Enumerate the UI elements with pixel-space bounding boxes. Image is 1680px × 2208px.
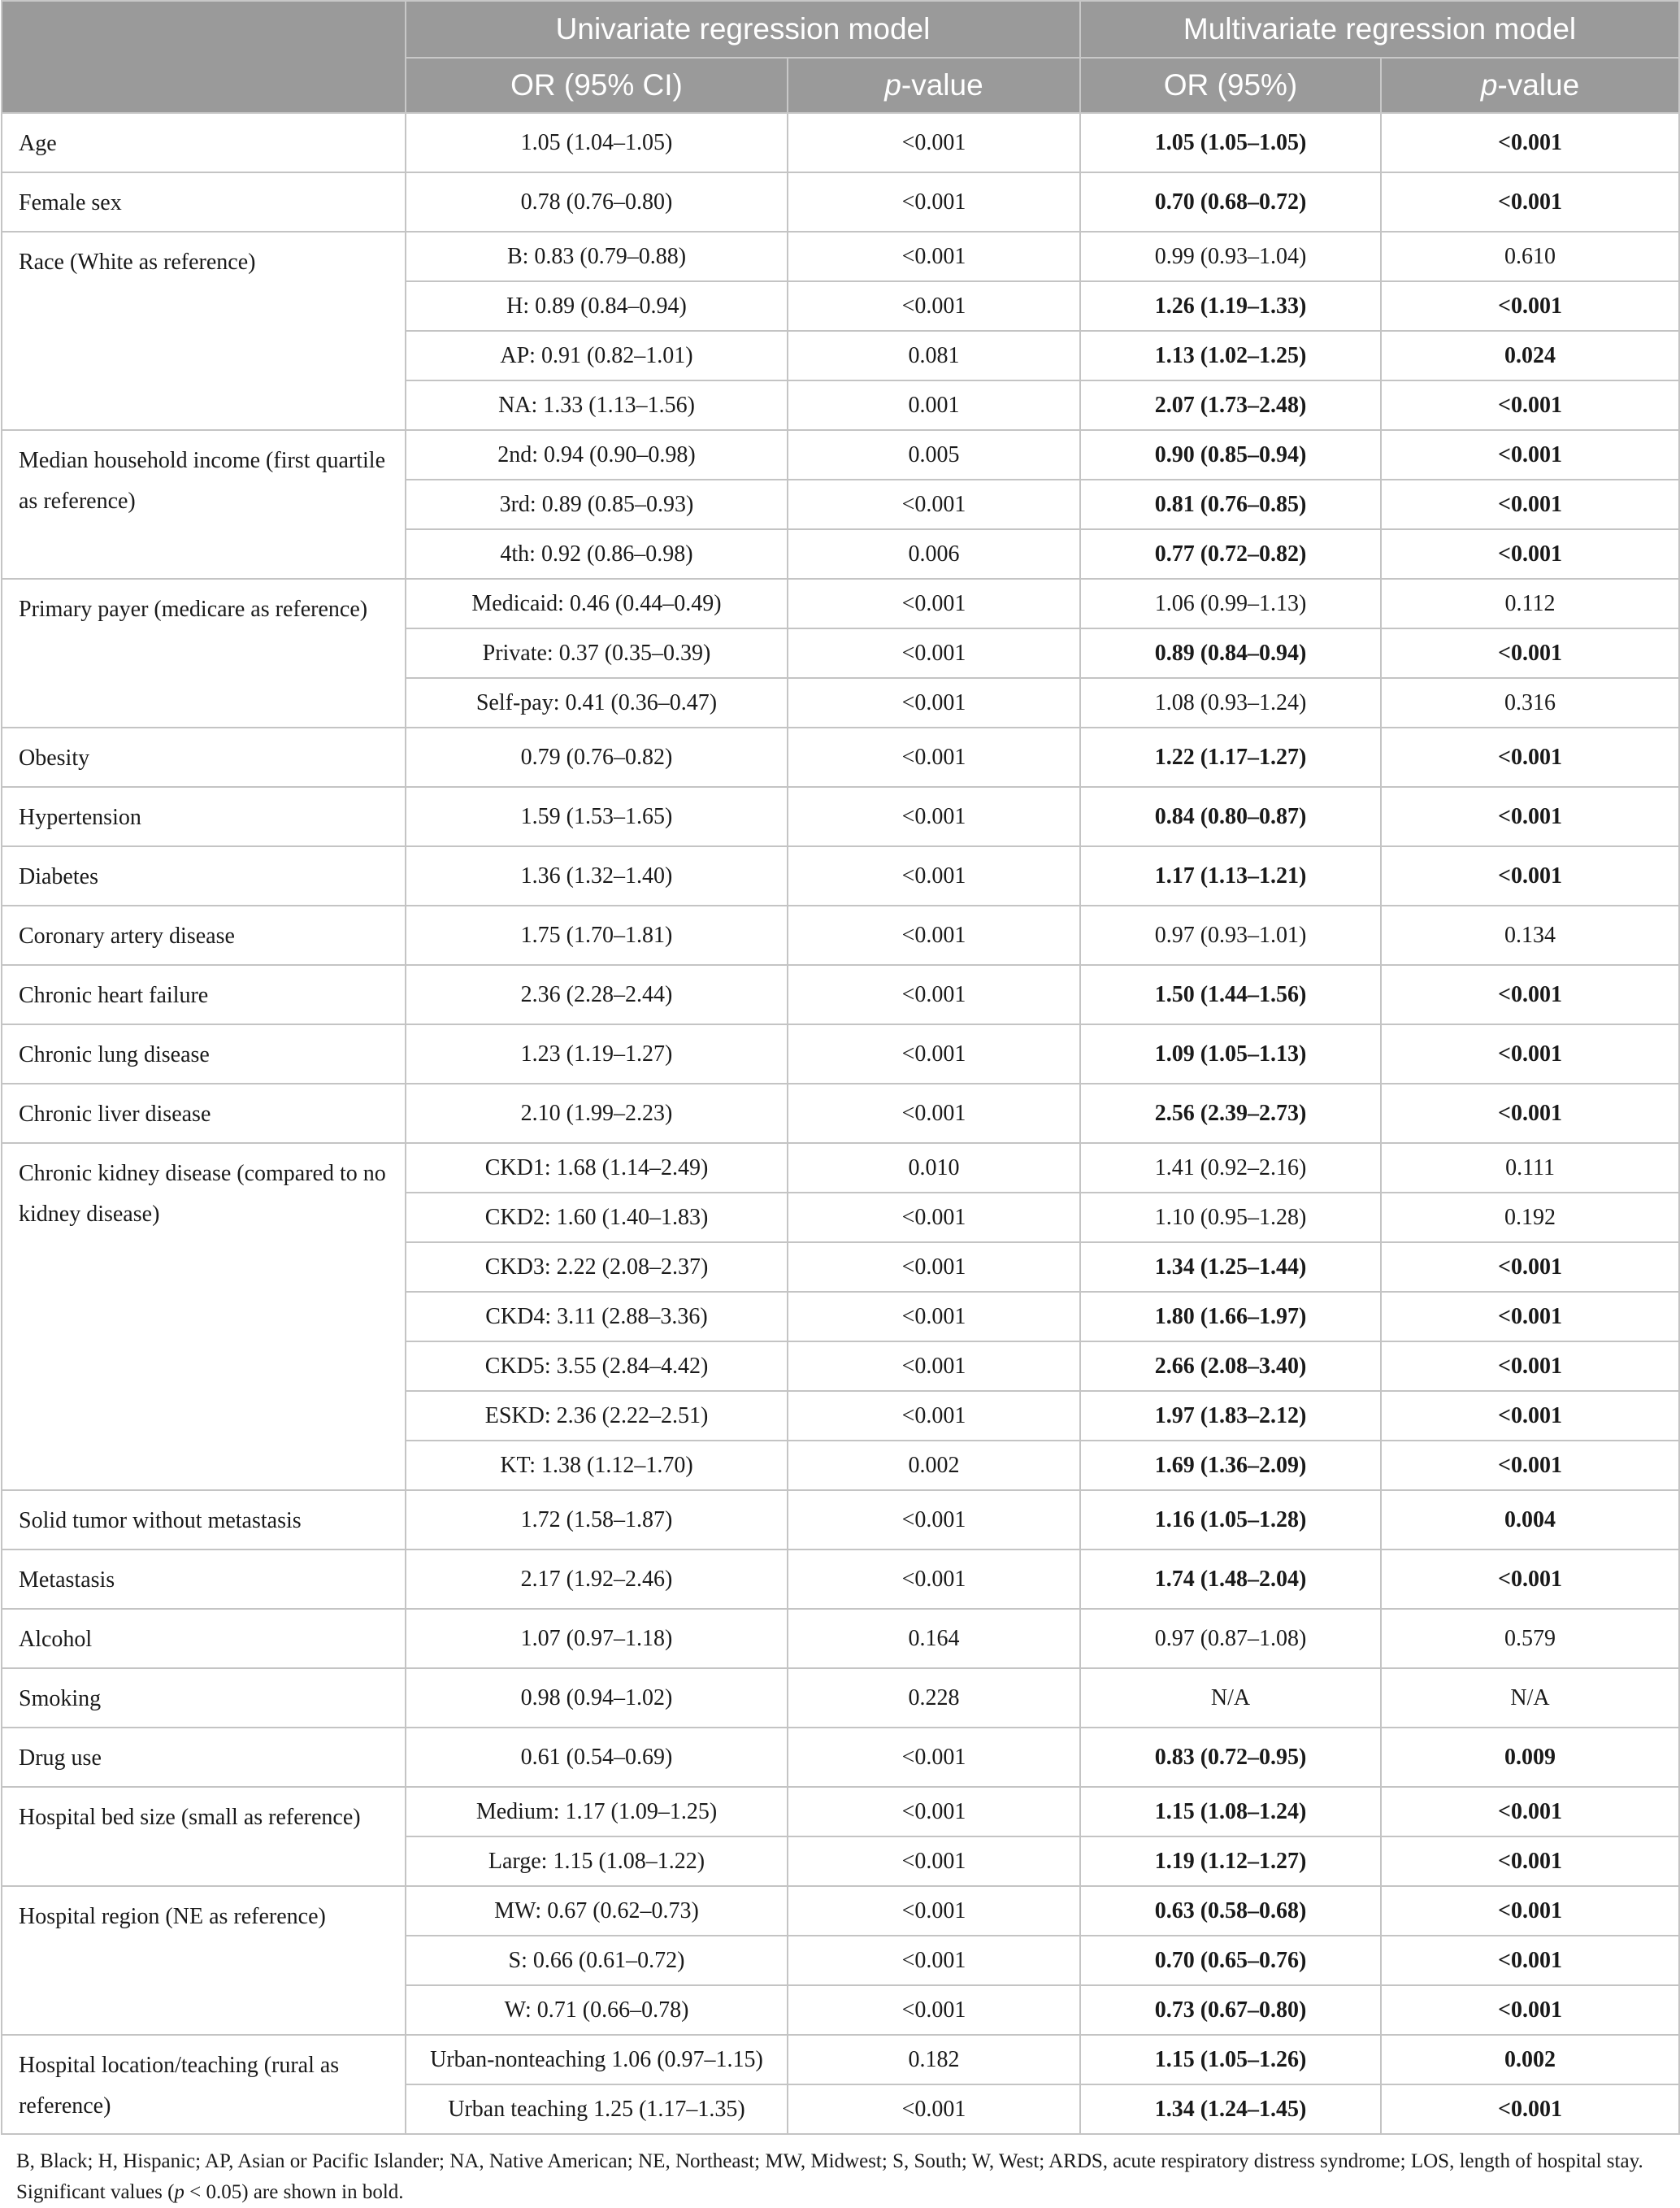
univariate-p-cell: <0.001: [788, 787, 1080, 846]
univariate-or-cell: Urban-nonteaching 1.06 (0.97–1.15): [406, 2035, 788, 2084]
multivariate-p-cell: <0.001: [1381, 480, 1679, 529]
univariate-p-cell: <0.001: [788, 628, 1080, 678]
multivariate-or-cell: 2.56 (2.39–2.73): [1080, 1084, 1381, 1143]
multivariate-or-cell: 1.16 (1.05–1.28): [1080, 1490, 1381, 1550]
multivariate-p-cell: <0.001: [1381, 1550, 1679, 1609]
table-row: [2, 1787, 1679, 1836]
header-p-italic: p: [884, 68, 901, 102]
univariate-p-cell: <0.001: [788, 1490, 1080, 1550]
variable-label: Obesity: [2, 728, 406, 787]
multivariate-p-cell: 0.112: [1381, 579, 1679, 628]
variable-label: Alcohol: [2, 1609, 406, 1668]
table-footnote: [0, 2135, 1680, 2208]
multivariate-p-cell: <0.001: [1381, 1242, 1679, 1292]
univariate-or-cell: Medium: 1.17 (1.09–1.25): [406, 1787, 788, 1836]
univariate-p-cell: <0.001: [788, 1084, 1080, 1143]
univariate-p-cell: 0.001: [788, 380, 1080, 430]
table-row: [2, 113, 1679, 172]
univariate-p-cell: <0.001: [788, 906, 1080, 965]
multivariate-p-cell: 0.009: [1381, 1728, 1679, 1787]
multivariate-p-cell: 0.316: [1381, 678, 1679, 728]
univariate-p-cell: 0.182: [788, 2035, 1080, 2084]
multivariate-or-cell: 0.90 (0.85–0.94): [1080, 430, 1381, 480]
univariate-or-cell: 1.07 (0.97–1.18): [406, 1609, 788, 1668]
multivariate-p-cell: <0.001: [1381, 846, 1679, 906]
multivariate-p-cell: 0.111: [1381, 1143, 1679, 1193]
univariate-or-cell: CKD1: 1.68 (1.14–2.49): [406, 1143, 788, 1193]
univariate-or-cell: AP: 0.91 (0.82–1.01): [406, 331, 788, 380]
table-row: [2, 728, 1679, 787]
univariate-or-cell: 1.75 (1.70–1.81): [406, 906, 788, 965]
header-p-suffix: -value: [901, 68, 983, 102]
table-row: [2, 1084, 1679, 1143]
table-row: [2, 965, 1679, 1024]
multivariate-or-cell: 1.34 (1.25–1.44): [1080, 1242, 1381, 1292]
univariate-p-cell: <0.001: [788, 1985, 1080, 2035]
univariate-or-cell: Self-pay: 0.41 (0.36–0.47): [406, 678, 788, 728]
table-row: [2, 232, 1679, 281]
multivariate-p-cell: <0.001: [1381, 1836, 1679, 1886]
univariate-p-cell: <0.001: [788, 1886, 1080, 1936]
univariate-or-cell: 3rd: 0.89 (0.85–0.93): [406, 480, 788, 529]
table-body: [2, 113, 1679, 2134]
variable-label: Solid tumor without metastasis: [2, 1490, 406, 1550]
multivariate-p-cell: <0.001: [1381, 113, 1679, 172]
multivariate-or-cell: 0.84 (0.80–0.87): [1080, 787, 1381, 846]
table-row: [2, 430, 1679, 480]
multivariate-or-cell: 0.70 (0.68–0.72): [1080, 172, 1381, 232]
header-multivariate: Multivariate regression model: [1080, 1, 1679, 58]
table-row: [2, 2035, 1679, 2084]
table-row: [2, 906, 1679, 965]
table-row: [2, 1550, 1679, 1609]
variable-label: Smoking: [2, 1668, 406, 1728]
multivariate-or-cell: 1.50 (1.44–1.56): [1080, 965, 1381, 1024]
table-row: [2, 846, 1679, 906]
multivariate-or-cell: 1.10 (0.95–1.28): [1080, 1193, 1381, 1242]
multivariate-or-cell: 0.81 (0.76–0.85): [1080, 480, 1381, 529]
multivariate-or-cell: 1.15 (1.05–1.26): [1080, 2035, 1381, 2084]
univariate-p-cell: <0.001: [788, 678, 1080, 728]
variable-label: Drug use: [2, 1728, 406, 1787]
univariate-or-cell: 1.72 (1.58–1.87): [406, 1490, 788, 1550]
multivariate-or-cell: 0.89 (0.84–0.94): [1080, 628, 1381, 678]
univariate-or-cell: 1.05 (1.04–1.05): [406, 113, 788, 172]
univariate-p-cell: <0.001: [788, 1787, 1080, 1836]
multivariate-p-cell: <0.001: [1381, 1441, 1679, 1490]
variable-label: Primary payer (medicare as reference): [2, 579, 406, 728]
multivariate-or-cell: 1.41 (0.92–2.16): [1080, 1143, 1381, 1193]
univariate-or-cell: CKD4: 3.11 (2.88–3.36): [406, 1292, 788, 1341]
univariate-p-cell: <0.001: [788, 728, 1080, 787]
univariate-or-cell: 0.98 (0.94–1.02): [406, 1668, 788, 1728]
variable-label: Median household income (first quartile as reference): [2, 430, 406, 579]
multivariate-p-cell: <0.001: [1381, 281, 1679, 331]
multivariate-p-cell: 0.134: [1381, 906, 1679, 965]
univariate-or-cell: 1.36 (1.32–1.40): [406, 846, 788, 906]
multivariate-p-cell: <0.001: [1381, 1936, 1679, 1985]
multivariate-p-cell: <0.001: [1381, 787, 1679, 846]
multivariate-or-cell: 0.97 (0.93–1.01): [1080, 906, 1381, 965]
variable-label: Diabetes: [2, 846, 406, 906]
table-row: [2, 579, 1679, 628]
header-p-italic: p: [1480, 68, 1498, 102]
variable-label: Chronic heart failure: [2, 965, 406, 1024]
multivariate-or-cell: 1.06 (0.99–1.13): [1080, 579, 1381, 628]
univariate-or-cell: MW: 0.67 (0.62–0.73): [406, 1886, 788, 1936]
univariate-or-cell: 1.23 (1.19–1.27): [406, 1024, 788, 1084]
multivariate-or-cell: 1.15 (1.08–1.24): [1080, 1787, 1381, 1836]
univariate-p-cell: <0.001: [788, 846, 1080, 906]
table-row: [2, 1668, 1679, 1728]
univariate-p-cell: <0.001: [788, 1728, 1080, 1787]
table-row: [2, 1886, 1679, 1936]
multivariate-p-cell: <0.001: [1381, 628, 1679, 678]
table-row: [2, 787, 1679, 846]
multivariate-p-cell: <0.001: [1381, 1084, 1679, 1143]
univariate-p-cell: <0.001: [788, 232, 1080, 281]
variable-label: Hospital bed size (small as reference): [2, 1787, 406, 1886]
univariate-or-cell: CKD3: 2.22 (2.08–2.37): [406, 1242, 788, 1292]
univariate-or-cell: Large: 1.15 (1.08–1.22): [406, 1836, 788, 1886]
header-multivariate-or: OR (95%): [1080, 58, 1381, 113]
multivariate-or-cell: 1.19 (1.12–1.27): [1080, 1836, 1381, 1886]
univariate-p-cell: <0.001: [788, 281, 1080, 331]
multivariate-or-cell: 0.73 (0.67–0.80): [1080, 1985, 1381, 2035]
multivariate-p-cell: <0.001: [1381, 1292, 1679, 1341]
univariate-or-cell: 4th: 0.92 (0.86–0.98): [406, 529, 788, 579]
univariate-or-cell: CKD2: 1.60 (1.40–1.83): [406, 1193, 788, 1242]
univariate-or-cell: Private: 0.37 (0.35–0.39): [406, 628, 788, 678]
univariate-p-cell: <0.001: [788, 1024, 1080, 1084]
multivariate-or-cell: 0.70 (0.65–0.76): [1080, 1936, 1381, 1985]
multivariate-or-cell: 0.77 (0.72–0.82): [1080, 529, 1381, 579]
multivariate-or-cell: 1.74 (1.48–2.04): [1080, 1550, 1381, 1609]
univariate-p-cell: <0.001: [788, 1391, 1080, 1441]
table-row: [2, 1609, 1679, 1668]
header-blank-cell: [2, 1, 406, 113]
univariate-or-cell: 0.61 (0.54–0.69): [406, 1728, 788, 1787]
univariate-or-cell: W: 0.71 (0.66–0.78): [406, 1985, 788, 2035]
univariate-or-cell: B: 0.83 (0.79–0.88): [406, 232, 788, 281]
univariate-p-cell: <0.001: [788, 1242, 1080, 1292]
multivariate-or-cell: 1.69 (1.36–2.09): [1080, 1441, 1381, 1490]
multivariate-or-cell: 2.66 (2.08–3.40): [1080, 1341, 1381, 1391]
univariate-p-cell: <0.001: [788, 172, 1080, 232]
variable-label: Chronic lung disease: [2, 1024, 406, 1084]
variable-label: Age: [2, 113, 406, 172]
univariate-or-cell: KT: 1.38 (1.12–1.70): [406, 1441, 788, 1490]
table-row: [2, 172, 1679, 232]
univariate-or-cell: 0.79 (0.76–0.82): [406, 728, 788, 787]
univariate-p-cell: 0.228: [788, 1668, 1080, 1728]
variable-label: Hospital location/teaching (rural as reference): [2, 2035, 406, 2134]
univariate-p-cell: 0.164: [788, 1609, 1080, 1668]
univariate-or-cell: 2nd: 0.94 (0.90–0.98): [406, 430, 788, 480]
univariate-or-cell: H: 0.89 (0.84–0.94): [406, 281, 788, 331]
univariate-p-cell: <0.001: [788, 579, 1080, 628]
multivariate-p-cell: <0.001: [1381, 1391, 1679, 1441]
univariate-p-cell: <0.001: [788, 113, 1080, 172]
multivariate-or-cell: 0.99 (0.93–1.04): [1080, 232, 1381, 281]
univariate-or-cell: Urban teaching 1.25 (1.17–1.35): [406, 2084, 788, 2134]
univariate-or-cell: 0.78 (0.76–0.80): [406, 172, 788, 232]
univariate-p-cell: <0.001: [788, 965, 1080, 1024]
header-p-suffix: -value: [1497, 68, 1580, 102]
multivariate-or-cell: 1.08 (0.93–1.24): [1080, 678, 1381, 728]
univariate-or-cell: 1.59 (1.53–1.65): [406, 787, 788, 846]
univariate-p-cell: <0.001: [788, 1550, 1080, 1609]
multivariate-p-cell: 0.002: [1381, 2035, 1679, 2084]
multivariate-p-cell: 0.024: [1381, 331, 1679, 380]
univariate-p-cell: <0.001: [788, 1836, 1080, 1886]
footnote-text-1: B, Black; H, Hispanic; AP, Asian or Pacific Islander; NA, Native American; NE, Northeast; MW, Midwest; S, South; W, West; ARDS, acute respiratory distress syndrome; LOS, length of hospital stay. Significant values (: [16, 2150, 1643, 2203]
table-row: [2, 1728, 1679, 1787]
multivariate-p-cell: N/A: [1381, 1668, 1679, 1728]
multivariate-p-cell: <0.001: [1381, 529, 1679, 579]
univariate-or-cell: NA: 1.33 (1.13–1.56): [406, 380, 788, 430]
univariate-p-cell: <0.001: [788, 1936, 1080, 1985]
multivariate-p-cell: <0.001: [1381, 1341, 1679, 1391]
univariate-p-cell: <0.001: [788, 1193, 1080, 1242]
multivariate-or-cell: 1.80 (1.66–1.97): [1080, 1292, 1381, 1341]
header-univariate: Univariate regression model: [406, 1, 1080, 58]
univariate-p-cell: <0.001: [788, 480, 1080, 529]
header-multivariate-p: [1381, 58, 1679, 113]
multivariate-or-cell: 1.17 (1.13–1.21): [1080, 846, 1381, 906]
regression-table: [1, 0, 1680, 2135]
variable-label: Female sex: [2, 172, 406, 232]
table-row: [2, 1143, 1679, 1193]
multivariate-p-cell: <0.001: [1381, 380, 1679, 430]
univariate-p-cell: 0.005: [788, 430, 1080, 480]
multivariate-p-cell: 0.004: [1381, 1490, 1679, 1550]
variable-label: Chronic liver disease: [2, 1084, 406, 1143]
variable-label: Chronic kidney disease (compared to no kidney disease): [2, 1143, 406, 1490]
multivariate-p-cell: <0.001: [1381, 172, 1679, 232]
variable-label: Hospital region (NE as reference): [2, 1886, 406, 2035]
univariate-or-cell: ESKD: 2.36 (2.22–2.51): [406, 1391, 788, 1441]
header-row-groups: [2, 1, 1679, 58]
multivariate-p-cell: <0.001: [1381, 1886, 1679, 1936]
multivariate-or-cell: 1.34 (1.24–1.45): [1080, 2084, 1381, 2134]
header-univariate-or: OR (95% CI): [406, 58, 788, 113]
univariate-p-cell: 0.081: [788, 331, 1080, 380]
univariate-or-cell: 2.36 (2.28–2.44): [406, 965, 788, 1024]
multivariate-or-cell: 1.05 (1.05–1.05): [1080, 113, 1381, 172]
univariate-or-cell: 2.10 (1.99–2.23): [406, 1084, 788, 1143]
multivariate-p-cell: 0.192: [1381, 1193, 1679, 1242]
univariate-p-cell: <0.001: [788, 1341, 1080, 1391]
univariate-p-cell: 0.006: [788, 529, 1080, 579]
univariate-p-cell: <0.001: [788, 2084, 1080, 2134]
header-univariate-p: [788, 58, 1080, 113]
multivariate-p-cell: <0.001: [1381, 1024, 1679, 1084]
footnote-text-2: < 0.05) are shown in bold.: [184, 2181, 404, 2203]
multivariate-or-cell: 0.97 (0.87–1.08): [1080, 1609, 1381, 1668]
univariate-p-cell: <0.001: [788, 1292, 1080, 1341]
multivariate-p-cell: <0.001: [1381, 1985, 1679, 2035]
univariate-or-cell: S: 0.66 (0.61–0.72): [406, 1936, 788, 1985]
multivariate-p-cell: <0.001: [1381, 728, 1679, 787]
variable-label: Metastasis: [2, 1550, 406, 1609]
univariate-or-cell: CKD5: 3.55 (2.84–4.42): [406, 1341, 788, 1391]
variable-label: Coronary artery disease: [2, 906, 406, 965]
univariate-p-cell: 0.002: [788, 1441, 1080, 1490]
multivariate-or-cell: 2.07 (1.73–2.48): [1080, 380, 1381, 430]
multivariate-p-cell: 0.610: [1381, 232, 1679, 281]
multivariate-or-cell: 1.13 (1.02–1.25): [1080, 331, 1381, 380]
table-row: [2, 1490, 1679, 1550]
variable-label: Hypertension: [2, 787, 406, 846]
multivariate-or-cell: 1.22 (1.17–1.27): [1080, 728, 1381, 787]
footnote-p-italic: p: [174, 2181, 184, 2203]
multivariate-or-cell: 1.09 (1.05–1.13): [1080, 1024, 1381, 1084]
multivariate-p-cell: <0.001: [1381, 1787, 1679, 1836]
multivariate-p-cell: 0.579: [1381, 1609, 1679, 1668]
univariate-or-cell: Medicaid: 0.46 (0.44–0.49): [406, 579, 788, 628]
multivariate-or-cell: 0.83 (0.72–0.95): [1080, 1728, 1381, 1787]
multivariate-or-cell: 1.26 (1.19–1.33): [1080, 281, 1381, 331]
univariate-or-cell: 2.17 (1.92–2.46): [406, 1550, 788, 1609]
multivariate-or-cell: 0.63 (0.58–0.68): [1080, 1886, 1381, 1936]
univariate-p-cell: 0.010: [788, 1143, 1080, 1193]
multivariate-p-cell: <0.001: [1381, 2084, 1679, 2134]
multivariate-or-cell: 1.97 (1.83–2.12): [1080, 1391, 1381, 1441]
multivariate-or-cell: N/A: [1080, 1668, 1381, 1728]
table-row: [2, 1024, 1679, 1084]
multivariate-p-cell: <0.001: [1381, 430, 1679, 480]
multivariate-p-cell: <0.001: [1381, 965, 1679, 1024]
variable-label: Race (White as reference): [2, 232, 406, 430]
